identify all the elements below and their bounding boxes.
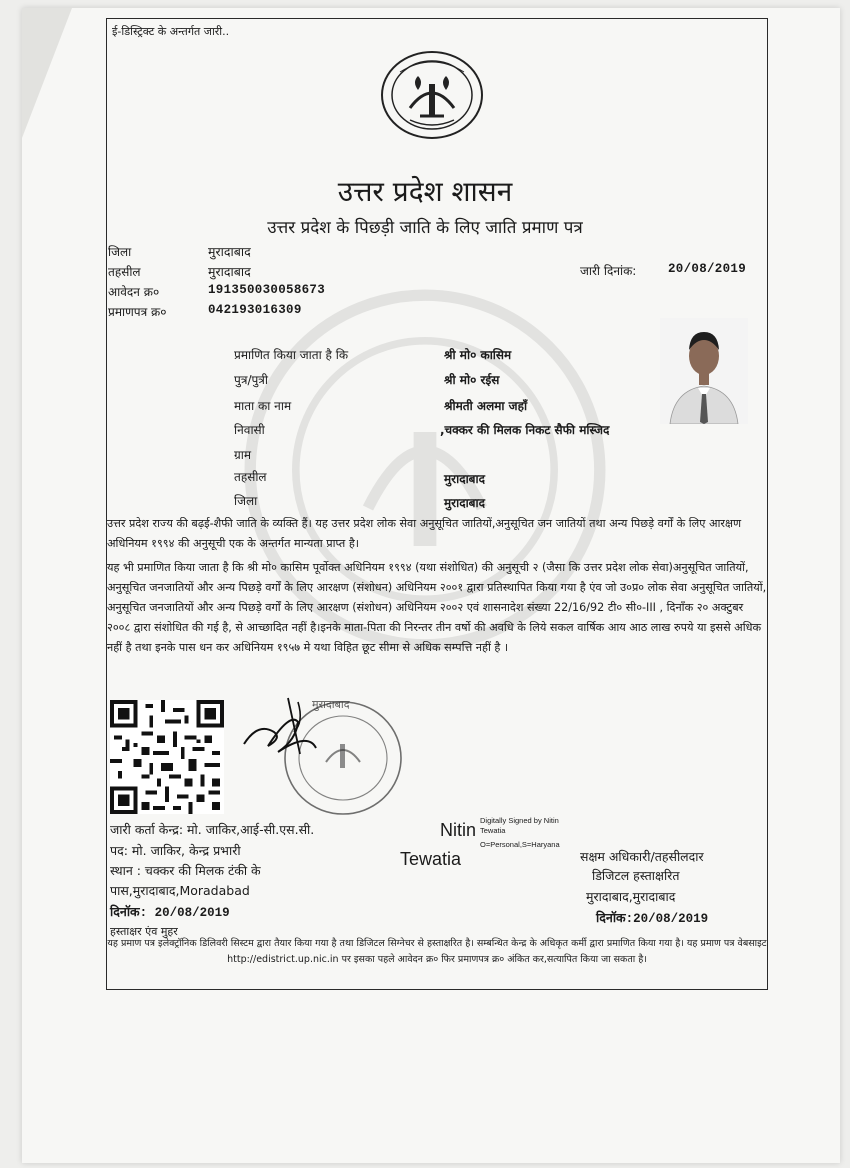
field-value-tehsil: मुरादाबाद <box>444 472 486 486</box>
sign-and-seal-label: हस्ताक्षर एंव मुहर <box>110 925 178 938</box>
district-value: मुरादाबाद <box>208 244 251 259</box>
field-label: प्रमाणित किया जाता है कि <box>234 348 349 362</box>
field-label: निवासी <box>234 423 265 437</box>
seal-text: मुरादाबाद <box>312 698 350 711</box>
non-creamy-layer-statement: यह भी प्रमाणित किया जाता है कि श्री मो० कासिम पूर्वोक्त अधिनियम १९९४ (यथा संशोधित) की अनुसूची २ (जैसा कि उत्तर प्रदेश लोक सेवा)अनुसूचित जातियों, अनुसूचित जनजातियों और अन्य पिछड़े वर्गों के लिए आरक्षण (संशोधन) अधिनियम २००१ द्वारा प्रतिस्थापित किया गया है एंव जो उ०प्र० लोक सेवा अनुसूचित जातियों, अनुसूचित जनजातियों और अन्य पिछड़े वर्गों के लिए आरक्षण (संशोधन) अधिनियम २००२ एवं शासनादेश संख्या 22/16/92 टी० सी०-III , दिनाँक २० अक्टुबर २००८ द्वारा संशोधित की गई है, से आच्छादित नहीं है।इनके माता-पिता की निरन्तर तीन वर्षो की अवधि के लिये सकल वार्षिक आय आठ लाख रुपये या इससे अधिक नहीं है तथा इनके पास धन कर अधिनियम १९५७ मे यथा विहित छूट सीमा से अधिक सम्पत्ति नहीं है । <box>107 561 767 654</box>
signer-last-name: Tewatia <box>400 849 462 869</box>
certificate-number-label: प्रमाणपत्र क्र० <box>108 305 167 319</box>
field-label: ग्राम <box>234 448 252 462</box>
verification-footer: यह प्रमाण पत्र इलेक्ट्रॉनिक डिलिवरी सिस्टम द्वारा तैयार किया गया है तथा डिजिटल सिग्नेचर से हस्ताक्षरित है। सम्बन्धित केन्द्र के अधिकृत कर्मी द्वारा प्रमाणित किया गया है। यह प्रमाण पत्र वेबसाइट http://edistrict.up.nic.in पर इसका पहले आवेदन क्र० फिर प्रमाणपत्र क्र० अंकित कर,सत्यापित किया जा सकता है। <box>107 938 767 965</box>
applicant-photo <box>660 318 748 424</box>
office-seal-stamp <box>238 692 408 822</box>
caste-statement: उत्तर प्रदेश राज्य की बढ़ई-शैफी जाति के व्यक्ति हैं। यह उत्तर प्रदेश लोक सेवा अनुसूचित जातियों,अनुसूचित जन जातियों तथा अन्य पिछड़े वर्गों के लिए आरक्षण अधिनियम १९९४ की अनुसूची एक के अन्तर्गत मान्यता प्राप्त है। <box>107 517 742 550</box>
issue-note: ई-डिस्ट्रिक्ट के अन्तर्गत जारी.. <box>112 25 230 38</box>
officer-signed-label: डिजिटल हस्ताक्षरित <box>592 868 680 883</box>
field-value-mother: श्रीमती अलमा जहाँ <box>444 399 528 413</box>
field-value-district: मुरादाबाद <box>444 496 486 510</box>
field-value-father: श्री मो० रईस <box>444 373 500 387</box>
qr-code <box>110 700 224 814</box>
field-label: पुत्र/पुत्री <box>234 373 269 387</box>
signature-detail: O=Personal,S=Haryana <box>480 840 560 849</box>
page-fold <box>22 8 72 138</box>
field-label: तहसील <box>234 470 267 484</box>
tehsil-value: मुरादाबाद <box>208 264 251 279</box>
application-number-label: आवेदन क्र० <box>108 285 160 299</box>
signature-detail: Tewatia <box>480 826 506 835</box>
signer-first-name: Nitin <box>440 820 477 840</box>
issuing-center: जारी कर्ता केन्द्र: मो. जाकिर,आई-सी.एस.सी. <box>110 822 315 837</box>
document-title: उत्तर प्रदेश शासन <box>337 175 513 208</box>
district-label: जिला <box>108 245 132 259</box>
field-label: माता का नाम <box>234 399 292 413</box>
issue-date-label: जारी दिनांक: <box>580 264 637 278</box>
officer-place: मुरादाबाद,मुरादाबाद <box>586 889 676 904</box>
field-value-address: ,चक्कर की मिलक निकट सैफी मस्जिद <box>440 423 610 437</box>
officer-title: सक्षम अधिकारी/तहसीलदार <box>580 849 704 864</box>
issuer-post: पद: मो. जाकिर, केन्द्र प्रभारी <box>110 843 241 858</box>
tehsil-label: तहसील <box>108 265 141 279</box>
field-label: जिला <box>234 494 258 508</box>
application-number-value: 191350030058673 <box>208 283 326 297</box>
issue-date-value: 20/08/2019 <box>668 262 747 276</box>
issuer-place-line1: स्थान : चक्कर की मिलक टंकी के <box>110 863 261 878</box>
certificate-number-value: 042193016309 <box>208 303 302 317</box>
issuer-date: दिनॉक: 20/08/2019 <box>110 906 230 920</box>
document-subtitle: उत्तर प्रदेश के पिछड़ी जाति के लिए जाति प्रमाण पत्र <box>267 218 583 238</box>
signature-detail: Digitally Signed by Nitin <box>480 816 559 825</box>
officer-date: दिनॉक:20/08/2019 <box>596 912 709 926</box>
up-govt-emblem <box>380 50 484 140</box>
issuer-place-line2: पास,मुरादाबाद,Moradabad <box>110 883 250 898</box>
field-value-name: श्री मो० कासिम <box>444 348 512 362</box>
